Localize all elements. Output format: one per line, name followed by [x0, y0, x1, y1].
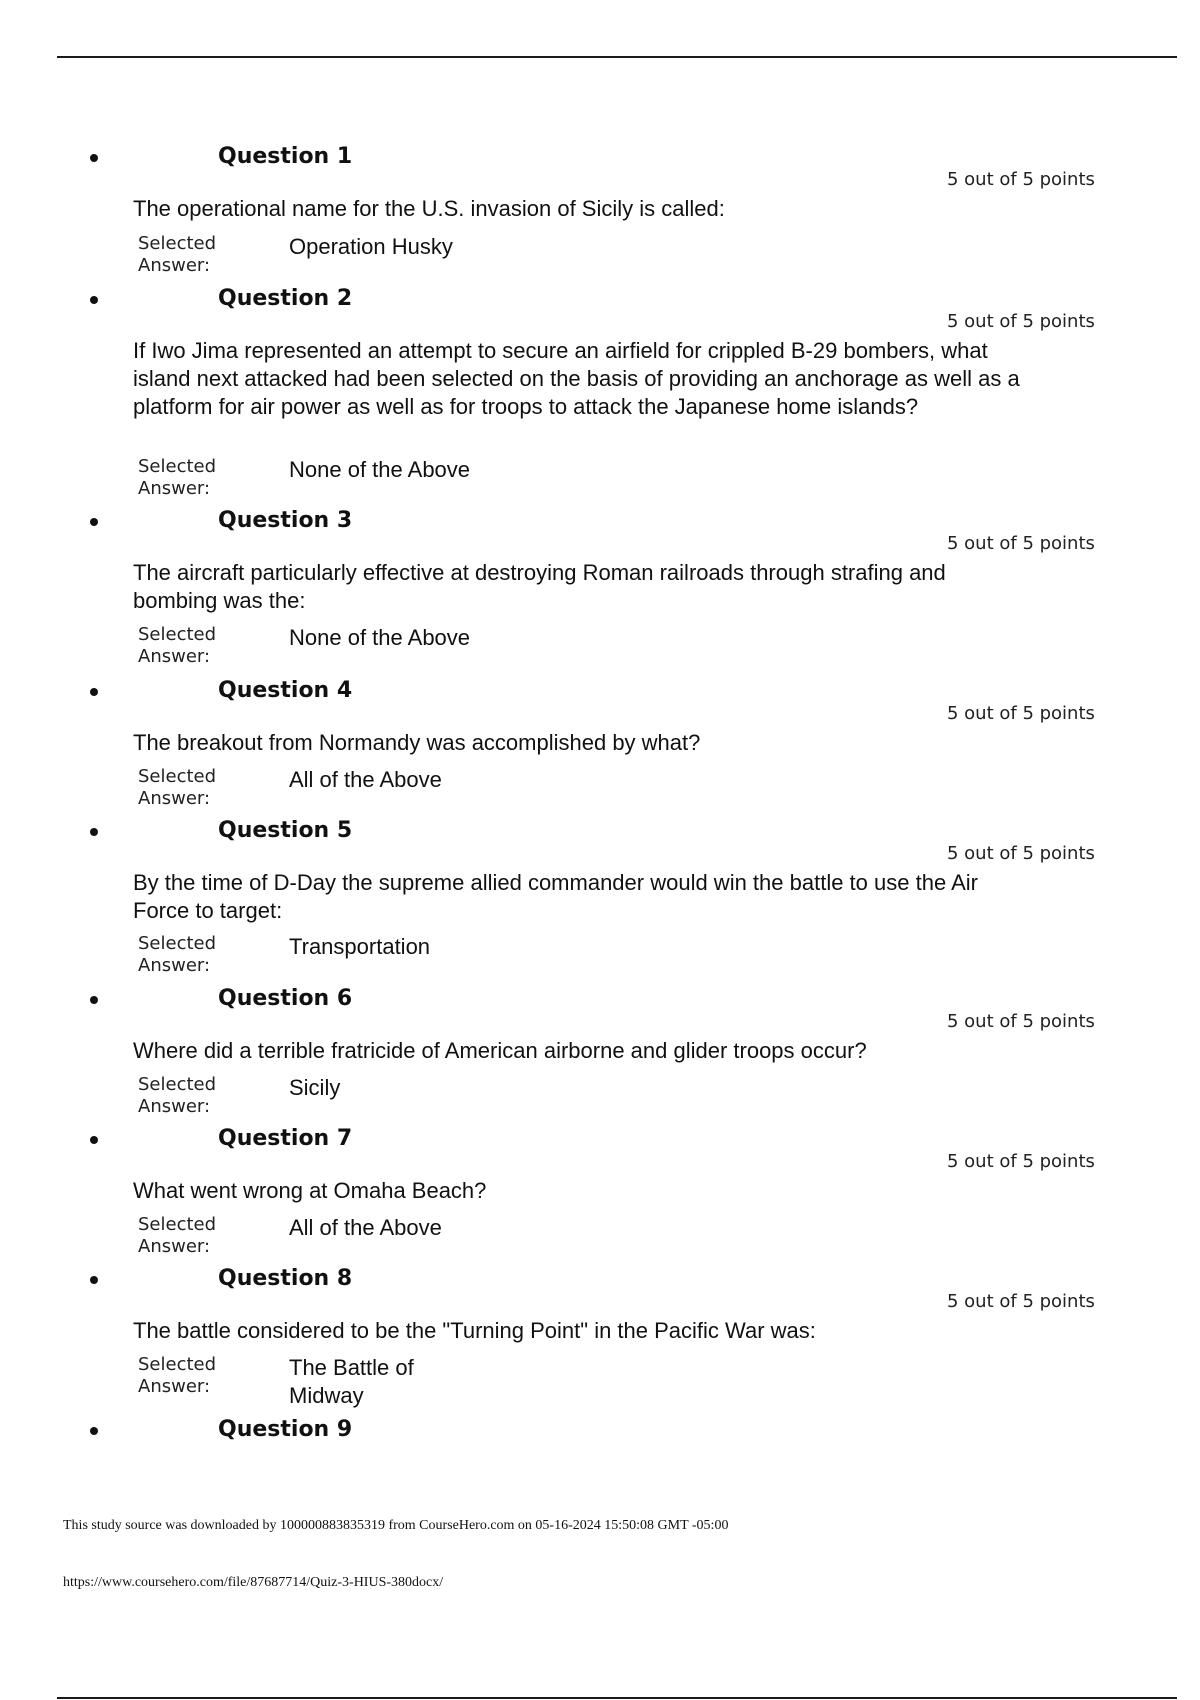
question-title: Question 7 — [218, 1126, 353, 1151]
selected-answer-value: None of the Above — [289, 457, 471, 482]
question-title: Question 9 — [218, 1417, 353, 1442]
bullet-icon — [90, 296, 98, 304]
question-points: 5 out of 5 points — [947, 169, 1095, 190]
bottom-divider — [57, 1697, 1177, 1699]
question-points: 5 out of 5 points — [947, 533, 1095, 554]
bullet-icon — [90, 688, 98, 696]
question-text: The breakout from Normandy was accomplished by what? — [133, 730, 701, 755]
question-text: The battle considered to be the "Turning Point" in the Pacific War was: — [133, 1318, 816, 1343]
question-points: 5 out of 5 points — [947, 1151, 1095, 1172]
bullet-icon — [90, 1136, 98, 1144]
selected-answer-label: Selected Answer: — [138, 1074, 217, 1117]
question-points: 5 out of 5 points — [947, 1291, 1095, 1312]
selected-answer-value: All of the Above — [289, 767, 442, 792]
selected-answer-label: Selected Answer: — [138, 1354, 217, 1397]
question-text: By the time of D-Day the supreme allied commander would win the battle to use the Air Force to target: — [133, 870, 978, 923]
question-points: 5 out of 5 points — [947, 1011, 1095, 1032]
question-text: If Iwo Jima represented an attempt to secure an airfield for crippled B-29 bombers, what island next attacked had been selected on the basis of providing an anchorage as well as a platform for air power as well as for troops to attack the Japanese home islands? — [133, 338, 1020, 419]
selected-answer-label: Selected Answer: — [138, 233, 217, 276]
bullet-icon — [90, 828, 98, 836]
question-points: 5 out of 5 points — [947, 843, 1095, 864]
selected-answer-value: All of the Above — [289, 1215, 442, 1240]
question-title: Question 6 — [218, 986, 353, 1011]
selected-answer-label: Selected Answer: — [138, 766, 217, 809]
question-title: Question 8 — [218, 1266, 353, 1291]
bullet-icon — [90, 154, 98, 162]
question-title: Question 3 — [218, 508, 353, 533]
question-title: Question 5 — [218, 818, 353, 843]
selected-answer-label: Selected Answer: — [138, 456, 217, 499]
question-title: Question 4 — [218, 678, 353, 703]
selected-answer-value: Transportation — [289, 934, 431, 959]
bullet-icon — [90, 518, 98, 526]
question-text: What went wrong at Omaha Beach? — [133, 1178, 487, 1203]
question-text: Where did a terrible fratricide of American airborne and glider troops occur? — [133, 1038, 867, 1063]
selected-answer-label: Selected Answer: — [138, 624, 217, 667]
question-points: 5 out of 5 points — [947, 311, 1095, 332]
selected-answer-value: Operation Husky — [289, 234, 453, 259]
selected-answer-label: Selected Answer: — [138, 933, 217, 976]
selected-answer-value: Sicily — [289, 1075, 341, 1100]
selected-answer-label: Selected Answer: — [138, 1214, 217, 1257]
selected-answer-value: The Battle of Midway — [289, 1355, 414, 1408]
question-points: 5 out of 5 points — [947, 703, 1095, 724]
selected-answer-value: None of the Above — [289, 625, 471, 650]
question-text: The operational name for the U.S. invasion of Sicily is called: — [133, 196, 725, 221]
source-url[interactable]: https://www.coursehero.com/file/87687714/Quiz-3-HIUS-380docx/ — [63, 1575, 444, 1590]
top-divider — [57, 56, 1177, 58]
question-text: The aircraft particularly effective at destroying Roman railroads through strafing and bombing was the: — [133, 560, 946, 613]
bullet-icon — [90, 996, 98, 1004]
question-title: Question 1 — [218, 144, 353, 169]
bullet-icon — [90, 1276, 98, 1284]
download-notice: This study source was downloaded by 100000883835319 from CourseHero.com on 05-16-2024 15:50:08 GMT -05:00 — [63, 1518, 729, 1533]
bullet-icon — [90, 1427, 98, 1435]
question-title: Question 2 — [218, 286, 353, 311]
